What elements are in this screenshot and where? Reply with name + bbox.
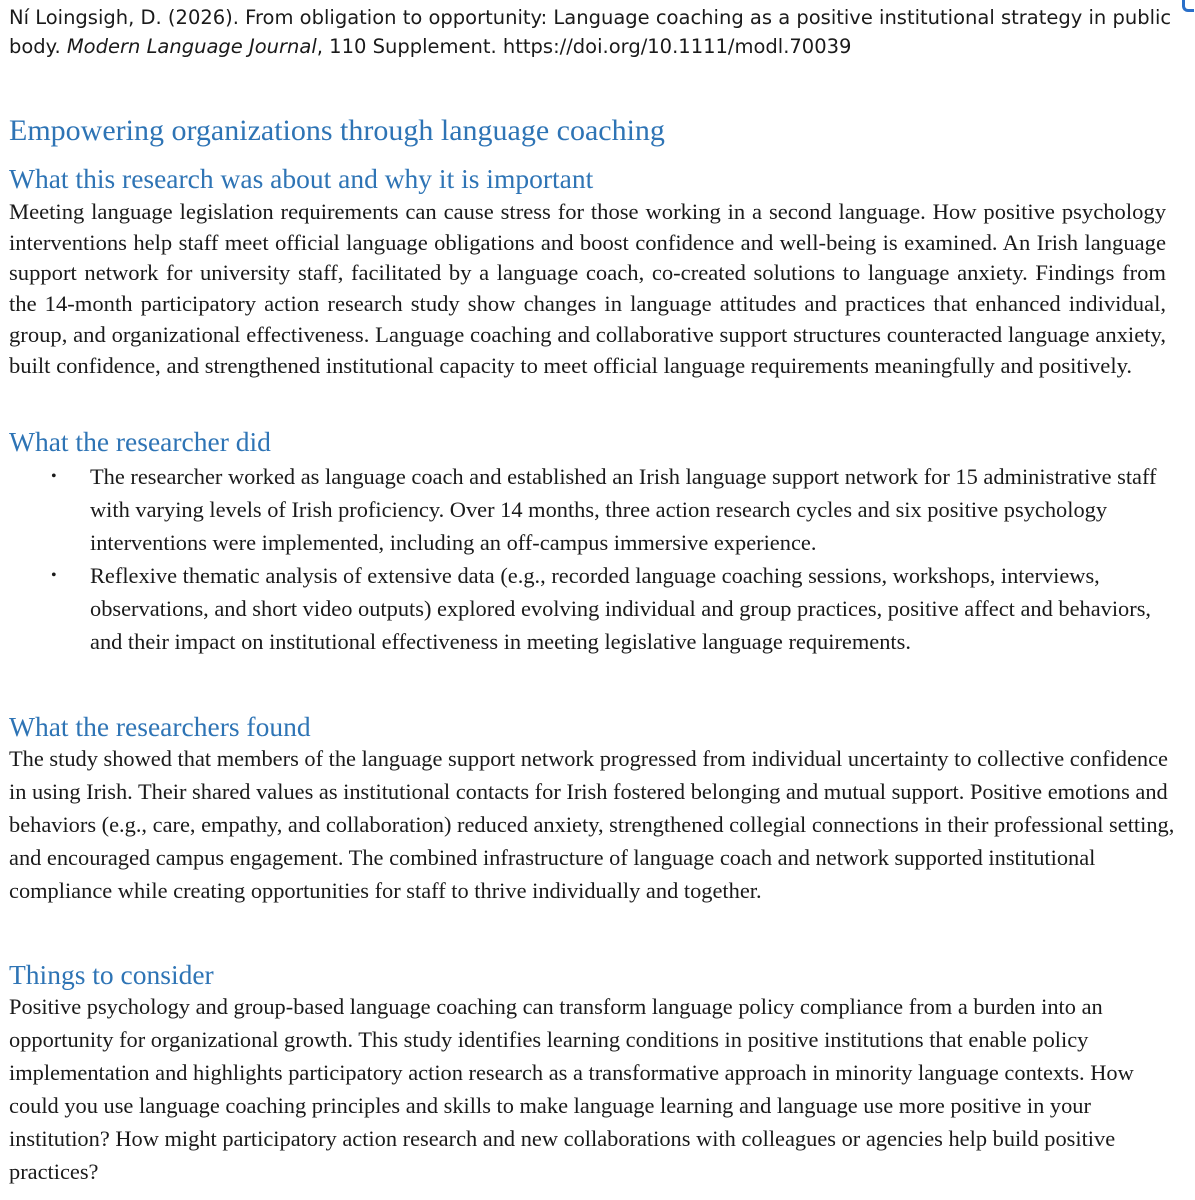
section-heading-consider: Things to consider <box>9 959 214 990</box>
section-heading-found: What the researchers found <box>9 711 311 742</box>
bullet-text: The researcher worked as language coach and established an Irish language support network for 15 administrative staff with varying levels of Irish proficiency. Over 14 months, three action research cycles and six positive psychology interventions were implemented, including an off-campus immersive experience. <box>90 464 1157 555</box>
citation-doi: , 110 Supplement. https://doi.org/10.1111/modl.70039 <box>316 35 852 58</box>
section-heading-did: What the researcher did <box>9 426 271 457</box>
corner-bracket-icon <box>1182 0 1194 12</box>
bullet-text: Reflexive thematic analysis of extensive data (e.g., recorded language coaching sessions, workshops, interviews, observations, and short video outputs) explored evolving individual and group practices, positive affect and behaviors, and their impact on institutional effectiveness in meeting legislative language requirements. <box>90 563 1152 654</box>
bullet-list <box>0 460 1180 658</box>
bullet-marker: • <box>51 567 57 584</box>
citation <box>9 3 1179 61</box>
list-item <box>0 460 1180 559</box>
citation-journal: Modern Language Journal <box>66 35 317 58</box>
section-text-consider: Positive psychology and group-based language coaching can transform language policy compliance from a burden into an opportunity for organizational growth. This study identifies learning conditions in positive institutions that enable policy implementation and highlights participatory action research as a transformative approach in minority language contexts. How could you use language coaching principles and skills to make language learning and language use more positive in your institution? How might participatory action research and new collaborations with colleagues or agencies help build positive practices? <box>9 994 1134 1184</box>
section-text-found: The study showed that members of the language support network progressed from individual uncertainty to collective confidence in using Irish. Their shared values as institutional contacts for Irish fostered belonging and mutual support. Positive emotions and behaviors (e.g., care, empathy, and collaboration) reduced anxiety, strengthened collegial connections in their professional setting, and encouraged campus engagement. The combined infrastructure of language coach and network supported institutional compliance while creating opportunities for staff to thrive individually and together. <box>9 746 1175 903</box>
citation-reference: Ní Loingsigh, D. (2026). From obligation to opportunity: Language coaching as a positive institutional strategy in public body. <box>9 6 1172 58</box>
section-heading-about: What this research was about and why it is important <box>9 163 594 194</box>
section-text-about: Meeting language legislation requirements can cause stress for those working in a second language. How positive psychology interventions help staff meet official language obligations and boost confidence and well-being is examined. An Irish language support network for university staff, facilitated by a language coach, co-created solutions to language anxiety. Findings from the 14-month participatory action research study show changes in language attitudes and practices that enhanced individual, group, and organizational effectiveness. Language coaching and collaborative support structures counteracted language anxiety, built confidence, and strengthened institutional capacity to meet official language requirements meaningfully and positively. <box>9 199 1166 378</box>
list-item <box>0 559 1180 658</box>
bullet-marker: • <box>51 468 57 485</box>
page-title: Empowering organizations through language coaching <box>9 114 665 147</box>
